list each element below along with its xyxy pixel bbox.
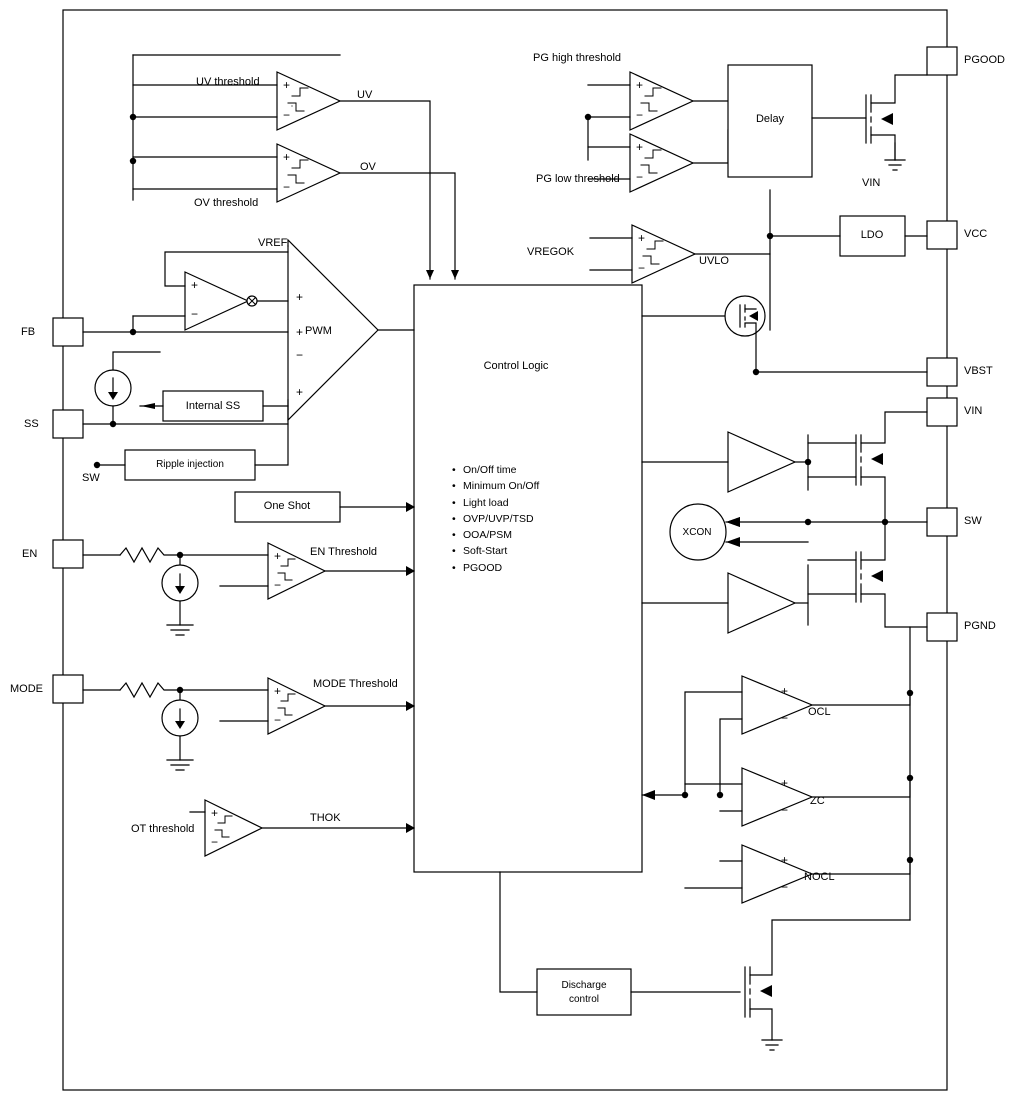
label-uv: UV: [357, 89, 373, 101]
label-sw-ripple: SW: [82, 472, 100, 484]
mode-minus-sign: −: [274, 713, 282, 727]
low-side-driver: [728, 573, 795, 633]
pin-label-pgood: PGOOD: [964, 54, 1005, 66]
pin-label-en: EN: [22, 548, 38, 560]
label-mode-threshold: MODE Threshold: [313, 678, 398, 690]
feature-item: • Minimum On/Off: [452, 478, 539, 494]
pg-high-plus-sign: +: [636, 78, 644, 92]
vref-minus-sign: −: [191, 307, 199, 321]
pin-label-ss: SS: [24, 418, 39, 430]
label-ot-threshold: OT threshold: [131, 823, 195, 835]
pin-sw: [927, 508, 957, 536]
nocl-minus-sign: −: [781, 880, 789, 894]
label-vregok: VREGOK: [527, 246, 575, 258]
pin-fb: [53, 318, 83, 346]
label-zc: ZC: [810, 795, 825, 807]
ov-plus-sign: +: [283, 150, 291, 164]
pin-label-vcc: VCC: [964, 228, 988, 240]
label-ov-threshold: OV threshold: [194, 197, 259, 209]
ocl-minus-sign: −: [781, 711, 789, 725]
feature-item: • On/Off time: [452, 462, 539, 478]
ocl-comparator: [742, 676, 812, 734]
label-uvlo: UVLO: [699, 255, 729, 267]
label-ldo-block: LDO: [860, 229, 884, 241]
pin-label-vin: VIN: [964, 405, 983, 417]
pin-label-pgnd: PGND: [964, 620, 996, 632]
uvlo-plus-sign: +: [638, 231, 646, 245]
label-one-shot-block: One Shot: [263, 500, 311, 512]
pin-vbst: [927, 358, 957, 386]
label-delay-block: Delay: [755, 113, 785, 125]
pwm-minus-sign: −: [296, 348, 304, 362]
zc-minus-sign: −: [781, 803, 789, 817]
feature-item: • PGOOD: [452, 560, 539, 576]
label-discharge-control-block: Discharge control: [561, 980, 607, 1005]
en-plus-sign: +: [274, 549, 282, 563]
label-ov: OV: [360, 161, 376, 173]
label-pg-high-threshold: PG high threshold: [533, 52, 622, 64]
ot-minus-sign: −: [211, 835, 219, 849]
label-en-threshold: EN Threshold: [310, 546, 378, 558]
uv-minus-sign: −: [283, 108, 291, 122]
uv-plus-sign: +: [283, 78, 291, 92]
label-control-logic: Control Logic: [483, 360, 549, 372]
label-pg-low-threshold: PG low threshold: [536, 173, 620, 185]
high-side-driver: [728, 432, 795, 492]
pin-pgnd: [927, 613, 957, 641]
label-ocl: OCL: [808, 706, 831, 718]
pg-low-plus-sign: +: [636, 140, 644, 154]
pin-ss: [53, 410, 83, 438]
pin-mode: [53, 675, 83, 703]
feature-item: • Soft-Start: [452, 543, 539, 559]
label-ripple-injection-block: Ripple injection: [156, 459, 224, 470]
uvlo-minus-sign: −: [638, 261, 646, 275]
feature-item: • Light load: [452, 495, 539, 511]
nocl-plus-sign: +: [781, 853, 789, 867]
pin-label-sw: SW: [964, 515, 982, 527]
ocl-plus-sign: +: [781, 684, 789, 698]
label-nocl: NOCL: [804, 871, 835, 883]
label-thok: THOK: [310, 812, 341, 824]
pg-high-minus-sign: −: [636, 108, 644, 122]
label-pwm: PWM: [305, 325, 332, 337]
nocl-comparator: [742, 845, 812, 903]
pin-pgood: [927, 47, 957, 75]
label-internal-ss-block: Internal SS: [185, 400, 241, 412]
pwm-plus-sign-1: +: [296, 290, 304, 304]
feature-item: • OOA/PSM: [452, 527, 539, 543]
pin-label-fb: FB: [21, 326, 36, 338]
zc-comparator: [742, 768, 812, 826]
en-minus-sign: −: [274, 578, 282, 592]
pin-label-vbst: VBST: [964, 365, 993, 377]
label-xcon-block: XCON: [682, 527, 712, 538]
label-vref: VREF: [258, 237, 288, 249]
label-uv-threshold: UV threshold: [196, 76, 260, 88]
pwm-plus-sign-2: +: [296, 325, 304, 339]
ot-plus-sign: +: [211, 806, 219, 820]
mode-plus-sign: +: [274, 684, 282, 698]
pin-vcc: [927, 221, 957, 249]
bootstrap-switch: [725, 296, 765, 336]
pg-low-minus-sign: −: [636, 170, 644, 184]
pin-en: [53, 540, 83, 568]
pwm-plus-sign-3: +: [296, 385, 304, 399]
vref-plus-sign: +: [191, 278, 199, 292]
ov-minus-sign: −: [283, 180, 291, 194]
feature-item: • OVP/UVP/TSD: [452, 511, 539, 527]
label-vin-supply: VIN: [862, 177, 881, 189]
pin-vin: [927, 398, 957, 426]
zc-plus-sign: +: [781, 776, 789, 790]
pin-label-mode: MODE: [10, 683, 43, 695]
control-logic-feature-list: [452, 462, 539, 576]
